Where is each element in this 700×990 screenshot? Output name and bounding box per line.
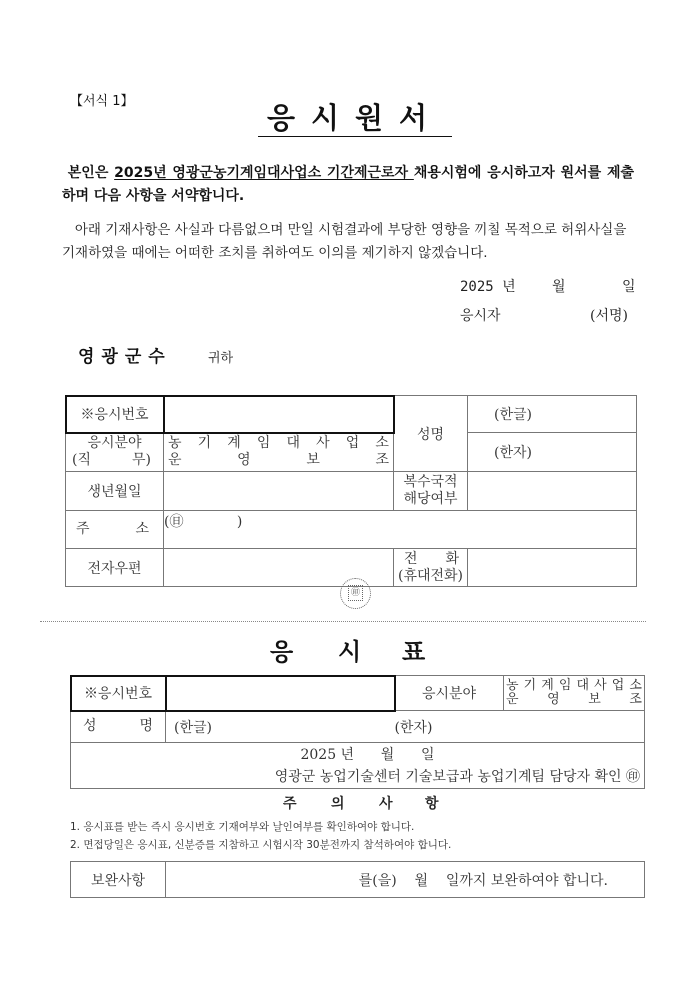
char: 보 <box>588 692 601 707</box>
declaration-paragraph <box>62 219 634 265</box>
phone-label <box>394 549 468 587</box>
field-label: 응시분야 <box>87 435 142 451</box>
ticket-confirm-cell <box>71 743 645 789</box>
ticket-field-label: 응시분야 <box>395 676 504 711</box>
mobile-label: (휴대전화) <box>397 567 464 584</box>
addressee-name: 영광군수 <box>78 347 172 367</box>
applicant-label: 응시자 <box>460 308 501 324</box>
char: 계 <box>227 435 241 451</box>
ticket-field-value <box>504 676 645 711</box>
notes-title-char: 사 <box>379 796 393 812</box>
char: 운 <box>168 452 182 468</box>
note-item: 1. 응시표를 받는 즉시 응시번호 기재여부와 날인여부를 확인하여야 합니다. <box>70 821 415 833</box>
application-table <box>65 395 637 587</box>
seal-icon: ㊞ <box>348 585 363 601</box>
field-value-line2 <box>164 452 393 469</box>
char: 운 <box>506 692 519 707</box>
char: 임 <box>558 678 572 693</box>
phone-field[interactable] <box>468 549 637 587</box>
char: 임 <box>256 435 271 451</box>
name-hanja-field[interactable]: (한자) <box>468 433 637 472</box>
char: 소 <box>629 678 642 693</box>
field-value-line1 <box>164 435 393 452</box>
ticket-name-hanja[interactable]: (한자) <box>394 719 433 736</box>
form-tag: 【서식 1】 <box>70 94 134 109</box>
addressee-suffix: 귀하 <box>208 351 234 366</box>
cut-line-divider <box>40 621 646 622</box>
notes-title-char: 주 <box>283 796 297 812</box>
field-value-cell <box>164 433 394 472</box>
phone-label-part: 전 <box>404 550 418 567</box>
notes-title-char: 항 <box>425 796 439 812</box>
char: 업 <box>345 435 360 451</box>
supplement-label: 보완사항 <box>71 862 166 898</box>
date-year: 2025 년 <box>460 279 516 295</box>
duty-label-part: 무) <box>132 452 151 468</box>
char: 기 <box>197 435 212 451</box>
ticket-name-hangul[interactable]: (한글) <box>174 719 212 736</box>
char: 사 <box>316 435 330 451</box>
ticket-title-char: 시 <box>338 638 362 666</box>
dual-nationality-label-2: 해당여부 <box>403 491 458 507</box>
address-label <box>66 511 164 549</box>
duty-label-part: (직 <box>72 452 91 468</box>
name-hangul-field[interactable]: (한글) <box>468 396 637 433</box>
dual-nationality-field[interactable] <box>468 472 637 511</box>
name-label: 성명 <box>394 396 468 472</box>
pledge-prefix: 본인은 <box>67 165 115 181</box>
birth-field[interactable] <box>164 472 394 511</box>
name-label-part: 명 <box>139 718 153 734</box>
page-title: 응시원서 <box>258 100 452 137</box>
name-label-part: 성 <box>83 718 97 734</box>
supplement-table <box>70 861 645 898</box>
phone-label-part: 화 <box>445 550 459 567</box>
ticket-title-char: 표 <box>402 638 426 666</box>
char: 기 <box>523 678 537 693</box>
dual-nationality-label <box>394 472 468 511</box>
char: 농 <box>506 678 519 693</box>
char: 조 <box>375 452 389 468</box>
address-label-part: 주 <box>76 521 90 537</box>
supplement-field[interactable]: 를(을) 월 일까지 보완하여야 합니다. <box>166 862 645 898</box>
ticket-name-field[interactable] <box>166 711 645 743</box>
char: 조 <box>629 692 642 707</box>
email-label: 전자우편 <box>66 549 164 587</box>
ticket-title-char: 응 <box>270 638 294 666</box>
char: 소 <box>375 435 389 451</box>
char: 보 <box>306 452 320 468</box>
char: 영 <box>547 692 560 707</box>
char: 사 <box>594 678 607 693</box>
ticket-exam-number-label: ※응시번호 <box>71 676 166 711</box>
char: 계 <box>541 678 554 693</box>
pledge-underlined: 2025년 영광군농기계임대사업소 기간제근로자 <box>114 165 414 181</box>
ticket-date-line: 2025 년 월 일 <box>300 746 435 763</box>
pledge-suffix: 채용시험에 응시하고자 원서를 제출하며 다음 사항을 서약합니다. <box>62 165 634 204</box>
exam-number-field[interactable] <box>164 396 394 433</box>
notes-title-char: 의 <box>331 796 345 812</box>
ticket-name-label <box>71 711 166 743</box>
field-label-cell <box>66 433 164 472</box>
duty-label <box>66 452 163 469</box>
note-item: 2. 면접당일은 응시표, 신분증를 지참하고 시험시작 30분전까지 참석하여야 합니다. <box>70 839 452 851</box>
char: 대 <box>286 435 301 451</box>
address-label-part: 소 <box>135 521 149 537</box>
ticket-confirm-line: 영광군 농업기술센터 기술보급과 농업기계팀 담당자 확인 ㊞ <box>274 768 640 785</box>
date-month: 월 <box>552 279 566 295</box>
date-day: 일 <box>622 279 636 295</box>
pledge-paragraph <box>62 162 634 208</box>
exam-number-label: ※응시번호 <box>66 396 164 433</box>
address-field[interactable]: (㊐ ) <box>164 511 637 549</box>
char: 업 <box>611 678 625 693</box>
declaration-text: 아래 기재사항은 사실과 다름없으며 만일 시험결과에 부당한 영향을 끼칠 목적으로 허위사실을 기재하였을 때에는 어떠한 조치를 취하여도 이의를 제기하지 않겠습니다. <box>62 222 627 261</box>
ticket-exam-number-field[interactable] <box>166 676 395 711</box>
char: 영 <box>237 452 251 468</box>
birth-label: 생년월일 <box>66 472 164 511</box>
signature-field[interactable]: (서명) <box>590 308 628 324</box>
char: 대 <box>576 678 590 693</box>
ticket-table <box>70 675 645 789</box>
char: 농 <box>168 435 182 451</box>
dual-nationality-label-1: 복수국적 <box>403 474 458 490</box>
